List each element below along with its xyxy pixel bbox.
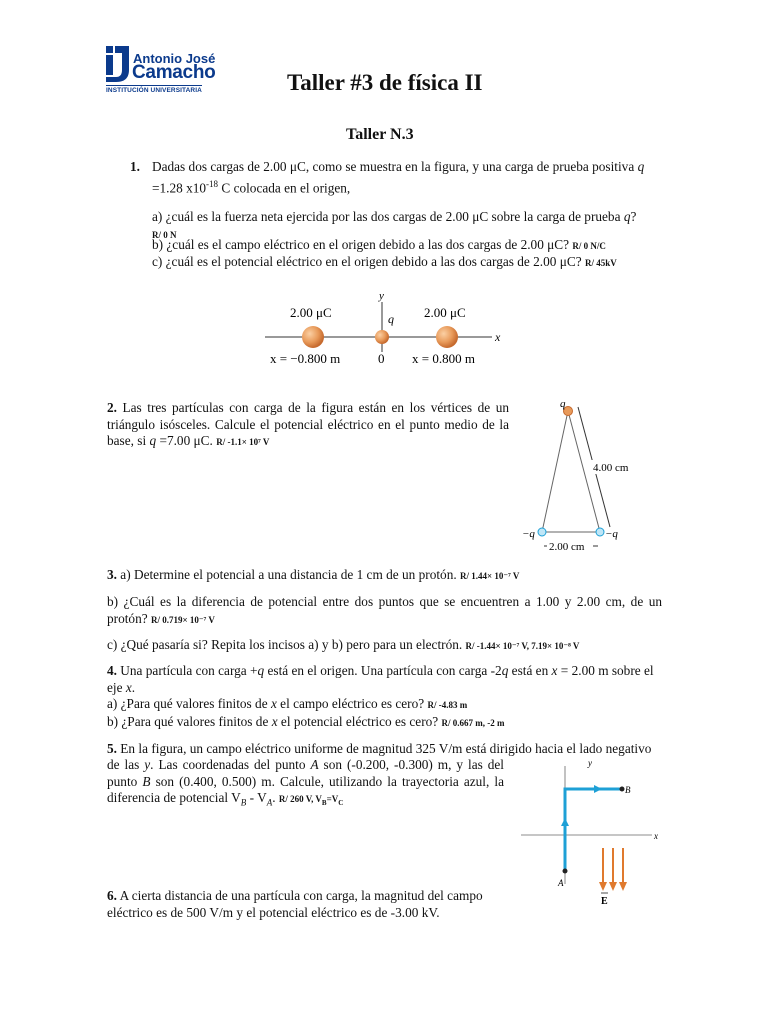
problem-5-l2y: y [144,757,151,772]
problem-2-text: Las tres partículas con carga de la figura están en los vértices de un triángulo isósceles. Calcule el potencial eléctrico en el punto medio de la base, si [107,400,509,448]
problem-2-number: 2. [107,400,117,415]
problem-1-c-answer: R/ 45kV [584,258,617,268]
page-subtitle: Taller N.3 [346,126,414,143]
problem-1-intro-b: =1.28 x10 [152,179,207,195]
label-base: 2.00 cm [549,541,585,553]
label-e: E [601,896,608,906]
label-q: q [388,312,394,326]
label-right-q: −q [605,528,618,540]
problem-1-exp: -18 [206,178,219,189]
charge-left [302,326,324,348]
label-x-mid: 0 [378,351,385,366]
problem-1-intro [152,159,667,196]
problem-3-a-answer: R/ 1.44× 10⁻⁷ V [460,571,520,581]
problem-5-l4m: - V [246,790,267,805]
problem-6-text: A cierta distancia de una partícula con carga, la magnitud del campo eléctrico es de 500 V/m y el potencial eléctrico es de -3.00 kV. [107,888,483,920]
logo-mark-icon [106,44,130,84]
problem-5-l2A: A [310,757,319,772]
problem-4-x2: x [125,679,132,695]
path-arrow-up [561,818,569,826]
problem-3-b [107,594,662,628]
label-x-left: x = −0.800 m [270,351,341,366]
problem-4-x1: x [551,663,558,678]
point-b [620,787,625,792]
label-x: x [654,831,658,841]
problem-4-b-x: x [271,713,278,729]
problem-1-c [152,254,672,272]
problem-4-t5: . [131,679,136,695]
label-a: A [558,878,564,888]
problem-5-ans-sub1: B [321,798,327,807]
problem-4-t4: = 2.00 m sobre el eje [107,663,654,695]
label-x-axis: x [495,330,501,344]
problem-6 [107,888,507,921]
problem-1-a-text: a) ¿cuál es la fuerza neta ejercida por las dos cargas de 2.00 μC sobre la carga de prueba [152,209,621,224]
problem-1-number: 1. [130,159,140,174]
problem-1-a-answer: R/ 0 N [152,229,177,240]
label-left-q: −q [522,528,535,540]
field-arrows [599,848,627,891]
label-b: B [625,785,631,795]
problem-1-b-text: b) ¿cuál es el campo eléctrico en el origen debido a las dos cargas de 2.00 μC? [152,237,570,252]
problem-1-c-text: c) ¿cuál es el potencial eléctrico en el origen debido a las dos cargas de 2.00 μC? [152,254,582,269]
problem-4-a-text2: el campo eléctrico es cero? [280,696,425,711]
problem-4-b-text2: el potencial eléctrico es cero? [280,713,439,729]
problem-4-a-text: a) ¿Para qué valores finitos de [107,696,268,711]
problem-4 [107,663,667,731]
problem-5-l4A: A [266,797,273,808]
problem-1-b [152,237,672,255]
logo-line1: Antonio José [133,51,216,66]
logo-line2: Camacho [132,62,216,83]
problem-5-l4B: B [240,797,247,808]
problem-4-b-text: b) ¿Para qué valores finitos de [107,713,269,729]
problem-3-b-answer: R/ 0.719× 10⁻⁷ V [150,614,215,625]
problem-4-t1: Una partícula con carga + [116,663,258,678]
problem-1-intro-c: C colocada en el origen, [218,179,351,195]
problem-1-b-answer: R/ 0 N/C [572,241,606,251]
page-title: Taller #3 de física II [287,70,483,95]
problem-1-a-q: q [623,209,631,224]
logo [106,44,216,94]
problem-3-c-answer: R/ -1.44× 10⁻⁷ V, 7.19× 10⁻⁸ V [465,641,580,651]
problem-5-l3b: son (0.400, 0.500) m. Calcule, utilizando la trayectoria azul, la [150,773,504,789]
problem-5-l3a: punto [107,773,143,789]
problem-3-a [107,567,667,585]
problem-3-b-text: b) ¿Cuál es la diferencia de potencial entre dos puntos que se encuentren a 1.00 y 2.00 cm, de un protón? [107,594,662,626]
label-top-q: q [560,398,566,410]
label-charge-right: 2.00 μC [424,305,466,320]
problem-4-q1: q [257,663,265,678]
problem-5-l3B: B [142,773,151,789]
problem-5-ans: R/ 260 V, V [278,794,322,804]
problem-6-number: 6. [107,888,117,903]
problem-3-c-text: c) ¿Qué pasaría si? Repita los incisos a) y b) pero para un electrón. [107,637,463,652]
logo-line3: INSTITUCIÓN UNIVERSITARIA [106,87,202,94]
label-side: 4.00 cm [593,462,629,474]
problem-1-intro-a: Dadas dos cargas de 2.00 μC, como se muestra en la figura, y una carga de prueba positiva [152,159,635,174]
figure-charges-line [260,288,510,370]
charge-bottom-left [538,528,546,536]
problem-3-a-text: a) Determine el potencial a una distancia de 1 cm de un protón. [116,567,457,582]
path-arrow-right [594,785,602,793]
problem-2-answer: R/ -1.1× 10⁷ V [216,437,270,447]
problem-3-number: 3. [107,567,117,582]
problem-2-text2: =7.00 μC. [156,433,213,448]
triangle-left-side [542,411,568,532]
label-x-right: x = 0.800 m [412,351,475,366]
problem-5-l2c: son (-0.200, -0.300) m, y las del [318,757,504,772]
problem-4-t2: está en el origen. Una partícula con carga -2 [264,663,502,678]
problem-4-a-answer: R/ -4.83 m [427,700,468,710]
point-a [563,869,568,874]
charge-bottom-right [596,528,604,536]
problem-4-t3: está en [508,663,552,678]
figure-field-path [518,756,668,906]
problem-5-body [107,757,504,811]
problem-5-l1: En la figura, un campo eléctrico uniforme de magnitud 325 V/m está dirigido hacia el lado negativo [116,741,652,756]
problem-5-l4: diferencia de potencial V [107,790,241,805]
problem-4-a-x: x [270,696,277,711]
label-y: y [588,758,592,768]
label-y-axis: y [379,290,384,302]
problem-5-l2a: de las [107,757,145,772]
problem-4-q2: q [501,663,509,678]
problem-4-number: 4. [107,663,117,678]
problem-2 [107,400,509,451]
problem-1-q: q [637,159,645,174]
problem-5-l2b: . Las coordenadas del punto [150,757,311,772]
figure-triangle [516,398,646,558]
problem-5-number: 5. [107,741,117,756]
problem-5-ans-mid: =V [326,794,339,804]
charge-right [436,326,458,348]
problem-5-answer [278,794,344,807]
label-charge-left: 2.00 μC [290,305,332,320]
test-charge [375,330,389,344]
problem-5-ans-sub2: C [338,798,344,807]
problem-2-q: q [149,433,157,448]
problem-3-c [107,637,687,655]
problem-1-a-end: ? [630,209,637,224]
problem-5-l4e: . [272,790,276,805]
problem-4-b-answer: R/ 0.667 m, -2 m [441,717,505,728]
